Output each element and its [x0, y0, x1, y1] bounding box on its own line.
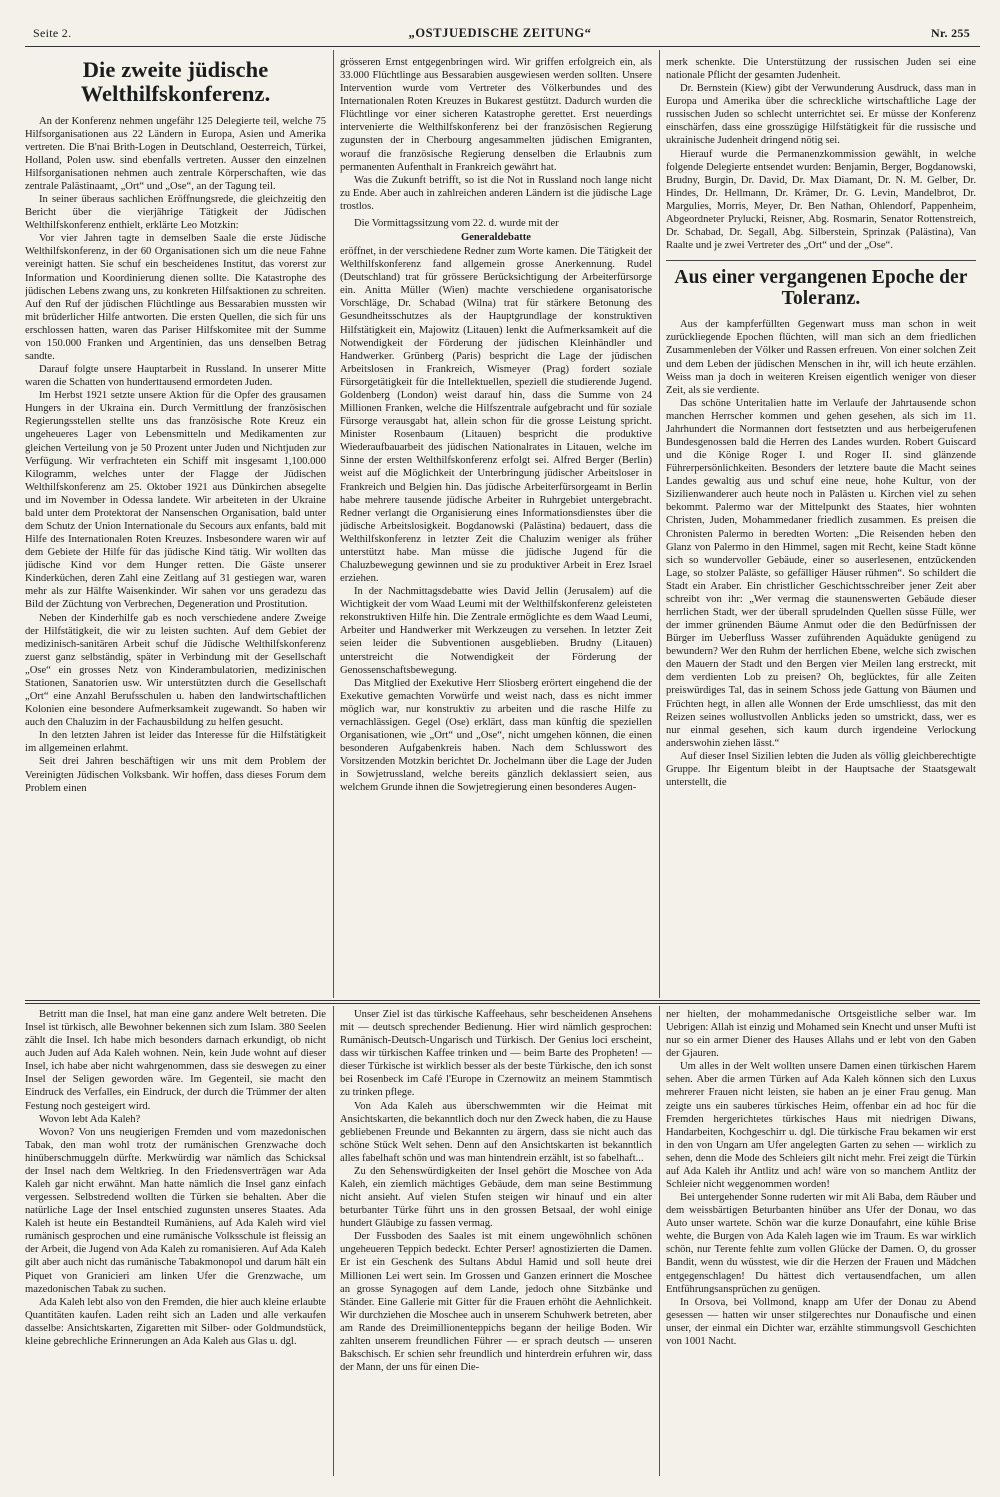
column-2-upper: [340, 56, 652, 998]
paragraph: Dr. Bernstein (Kiew) gibt der Verwunderung Ausdruck, dass man in Europa und Amerika über die schreckliche wirtschaftliche Lage der russischen Juden so schlecht unterrichtet sei. Er müsse der Konferenz einschärfen, dass eine grosszügige Hilfstätigkeit für die russische und ukrainische Judenheit dringend nötig sei.: [666, 83, 976, 147]
paragraph: Neben der Kinderhilfe gab es noch verschiedene andere Zweige der Hilfstätigkeit, die wir zu leisten suchten. Auf dem Gebiet der medizinisch-sanitären Arbeit schuf die Jüdische Welthilfskonferenz zuerst ganz selbständig, später in Verbindung mit der Gesellschaft „Ose“ ein grosses Netz von Kinderambulatorien, medizinischen Stationen, Sanatorien usw. Wir unterstützten durch die Gesellschaft „Ort“ eine Anzahl Berufsschulen u. haben den landwirtschaftlichen Kolonien eine besondere Aufmerksamkeit zugewandt. So haben wir auch den Chaluzim in der Fachausbildung zu helfen gesucht.: [25, 612, 326, 729]
paragraph: ner hielten, der mohammedanische Ortsgeistliche selber war. Im Uebrigen: Allah ist einzig und Mohamed sein Knecht und unser Mufti ist nur so ein armer Diener des Hauses Allahs und er lebt von den Gaben der Gjauren.: [666, 1009, 976, 1060]
paragraph: Zu den Sehenswürdigkeiten der Insel gehört die Moschee von Ada Kaleh, ein ziemlich mächtiges Gebäude, dem man seine Bestimmung nicht ansieht. Auf vielen Stufen steigen wir hinauf und ein alter beturbanter Türke führt uns in den grossen Betsaal, der wohl einige hundert Gläubige zu fassen vermag.: [340, 1165, 652, 1230]
paragraph: eröffnet, in der verschiedene Redner zum Worte kamen. Die Tätigkeit der Welthilfskonferenz fand allgemein grosse Anerkennung. Rudel (Deutschland) trat für grössere Berücksichtigung der Arbeiterfürsorge ein. Anitta Müller (Wien) machte verschiedene organisatorische Vorschläge, Dr. Schabad (Wilna) trat für stärkere Betonung des Gesundheitsschutzes als der Hauptgrundlage der konstruktiven Hilfstätigkeit ein, Majowitz (Litauen) lenkt die Aufmerksamkeit auf die Notwendigkeit der Förderung der jüdischen Kleinhändler und Handwerker. Grünberg (Paris) bespricht die Lage der jüdischen Arbeitslosen in Frankreich, Wismeyer (Prag) fordert soziale Fürsorgetätigkeit für die Intellektuellen, speziell die studierende Jugend. Goldenberg (London) weist darauf hin, dass die Summe von 24 Millionen Franken, welche die Hilfszentrale aufgebracht und für soziale Fürsorge verausgabt hat, allein schon für die grosse Leistung spricht. Minister Rosenbaum (Litauen) bespricht die produktive Wiederaufbauarbeit des jüdischen Nationalrates in Litauen, welche im Sinne der ersten Welthilfskonferenz erfolgt sei. Alfred Berger (Berlin) weist auf die Möglichkeit der Unterbringung jüdischer Arbeitsloser in Frankreich und Belgien hin. Das jüdische Arbeiterfürsorgeamt in Berlin habe mehrere tausende jüdische Arbeiter in Ruhrgebiet untergebracht. Redner verlangt die Organisierung eines Informationsdienstes über die jüdische Arbeitslosigkeit. Bogdanowski (Palästina) bedauert, dass die Welthilfskonferenz in letzter Zeit die Chaluzim weniger als früher unterstützt habe. Man müsse die jüdische Jugend für die Chaluzbewegung gewinnen und sie zu produktiver Arbeit in Erez Israel erziehen.: [340, 246, 652, 585]
paragraph: An der Konferenz nehmen ungefähr 125 Delegierte teil, welche 75 Hilfsorganisationen aus 22 Ländern in Europa, Asien und Amerika vertreten. Die B'nai Brith-Logen in Deutschland, Oesterreich, Türkei, Holland, Polen usw. sind ebenfalls vertreten. Ausser den einzelnen Hilfsorganisationen nehmen auch zentrale Körperschaften, wie das zentrale Palästinaamt, „Ort“ und „Ose“, an der Tagung teil.: [25, 115, 326, 192]
column-rule: [659, 50, 660, 998]
paragraph: Darauf folgte unsere Hauptarbeit in Russland. In unserer Mitte waren die Schatten von hunderttausend ermordeten Juden.: [25, 364, 326, 389]
column-rule: [333, 50, 334, 998]
column-3-upper: [666, 56, 976, 998]
column-rule: [659, 1006, 660, 1476]
paragraph: In Orsova, bei Vollmond, knapp am Ufer der Donau zu Abend gesessen — hatten wir unser stilgerechtes nur Donaufische und einen unser, der einmal ein Dichter war, erzählte stimmungsvoll Geschichten von 1001 Nacht.: [666, 1296, 976, 1347]
paragraph: grösseren Ernst entgegenbringen wird. Wir griffen erfolgreich ein, als 33.000 Flüchtlinge aus Bessarabien ausgewiesen werden sollten. Unsere Intervention wurde vom Vertreter des Völkerbundes und des Internationalen Roten Kreuzes in Bukarest gestützt. Dadurch wurden die Flüchtlinge vor einer sicheren Katastrophe gerettet. Erst neuerdings intervenierte die Welthilfskonferenz bei der französischen Regierung zugunsten der in Cherbourg angesammelten jüdischen Emigranten, worauf die französische Regierung denselben die Erlaubnis zum permanenten Aufenthalt in Frankreich gewährt hat.: [340, 57, 652, 173]
paragraph: Um alles in der Welt wollten unsere Damen einen türkischen Harem sehen. Aber die armen Türken auf Ada Kaleh können sich den Luxus mehrerer Frauen nicht leisten, sie haben an je einer Frau genug. Man zeigte uns ein sauberes türkisches Heim, offenbar ein ad hoc für die Fremden hergerichtetes türkisches Haus mit niedrigen Diwans, Handarbeiten, Kochgeschirr u. dgl. Die türkische Frau bekamen wir erst in den von Ungarn am Ufer angelegten Garten zu sehen — wirklich zu sehen, denn die Mode des Schleiers gilt nicht mehr. Frei zeigt die Türkin auf Ada Kaleh ihr Antlitz und ach! wäre von so manchem Antlitz der Schleier nicht weggenommen worden!: [666, 1061, 976, 1191]
column-rule: [333, 1006, 334, 1476]
column-1-lower: [25, 1008, 326, 1478]
paragraph: Im Herbst 1921 setzte unsere Aktion für die Opfer des grausamen Hungers in der Ukraina ein. Durch Vermittlung der französischen Regierungsstellen stellte uns das französische Rote Kreuz ein ungeheueres Lager von Lebensmitteln und Medikamenten zur gleichen Verteilung von je 50 Prozent unter Juden und Nichtjuden zur Verfügung. Wir verfrachteten ein Schiff mit insgesamt 1,100.000 Kilogramm, welches unter der Flagge der Jüdischen Welthilfskonferenz am 25. Oktober 1921 aus Dünkirchen absegelte und im November in Odessa landete. Wir arbeiteten in der Ukraine bald unter dem Protektorat der Nansenschen Organisation, bald unter dem Schutz der Union Internationale du Secours aux enfants, bald mit Hilfe des Internationalen Roten Kreuzes. Insbesondere waren wir auf dem Gebiete der Hilfe für das jüdische Kind tätig. Wir wollten das jüdische Kind vor dem Hunger retten. Die Gäste unserer Kinderküchen, deren Zahl eine Zeitlang auf 31 gestiegen war, waren mehr als zur Hälfte Waisenkinder. Wir sahen vor uns geradezu das Bild der Züchtung von Verbrechen, Degeneration und Prostitution.: [25, 390, 326, 611]
paragraph: Der Fussboden des Saales ist mit einem ungewöhnlich schönen ungeheueren Teppich bedeckt. Echter Perser! agnostizierten die Damen. Er ist ein Geschenk des Sultans Abdul Hamid und soll heute drei Millionen Lei wert sein. Im Grossen und Ganzen erinnert die Moschee an grosse Synagogen auf dem Lande, jedoch ohne Sitzbänke und Ständer. Eine Gallerie mit Gitter für die Frauen erhöht die Aehnlichkeit. Wir durchziehen die Moschee auch in unserem Schuhwerk betreten, aber am Rande des Dreimillionenteppichs begann der heilige Boden. Wir zahlten unserem freundlichen Führer — er sprach deutsch — unseren Bakschisch. Er schien sehr freundlich und hinterdrein erfuhren wir, dass der Mann, der uns für einen Die-: [340, 1231, 652, 1374]
paragraph: In seiner überaus sachlichen Eröffnungsrede, die gleichzeitig den Bericht über die vierjährige Tätigkeit der Jüdischen Welthilfskonferenz enthielt, erklärte Leo Motzkin:: [25, 194, 326, 232]
section-subheading: Generaldebatte: [460, 232, 532, 244]
paragraph: Wovon? Von uns neugierigen Fremden und vom mazedonischen Tabak, den man wohl trotz der rumänischen Grenzwache doch hinüberschmuggeln dürfte. Merkwürdig war nämlich das Schicksal der Insel nach dem Weltkrieg. In den Friedensverträgen war Ada Kaleh gar nicht erwähnt. Man hatte nämlich die Insel ganz einfach vergessen. Selbstredend wollten die Türken sie behalten. Aber die natürliche Lage der Insel entschied zugunsten unseres Staates. Ada Kaleh ist heute ein Bestandteil Rumäniens, auf Ada Kaleh wird viel rumänisch gesprochen und eine rumänische Volksschule ist fleissig an der Arbeit, die Jugend von Ada Kaleh zu romanisieren. Auf Ada Kaleh gilt aber auch nicht das rumänische Tabakmonopol und darum hält ein Piquet von Granicieri am linken Ufer die Grenzwache, um mazedonischen Tabak zu suchen.: [25, 1126, 326, 1295]
newspaper-name: „OSTJUEDISCHE ZEITUNG“: [408, 26, 592, 40]
paragraph: Aus der kampferfüllten Gegenwart muss man schon in weit zurückliegende Epochen flüchten, will man sich an dem friedlichen Zusammenleben der Völker und Rassen erfreuen. Von einer solchen Zeit und dem Leben der jüdischen Menschen in ihr, will ich heute erzählen. Weiss man ja doch in weiteren Kreisen eigentlich weniger von dieser Zeit, als sie verdiente.: [666, 319, 976, 396]
paragraph: Unser Ziel ist das türkische Kaffeehaus, sehr bescheidenen Ansehens mit — deutsch sprechender Bedienung. Hier wird nämlich gesprochen: Rumänisch-Deutsch-Ungarisch und Türkisch. Der Genius loci erscheint, dass wir türkischen Kaffee trinken und — beim Barte des Propheten! — dieser Türkische ist wirklich besser als der beste Türkische, den ich sonst bei Rosenbeck im Café l'Europe in Czernowitz an meinem Stammtisch zu trinken pflege.: [340, 1009, 652, 1099]
paragraph: Die Vormittagssitzung vom 22. d. wurde mit der: [354, 217, 559, 229]
page-label: Seite 2.: [33, 26, 72, 40]
paragraph: Bei untergehender Sonne ruderten wir mit Ali Baba, dem Räuber und dem weissbärtigen Beturbanten hinüber ans Ufer der Donau, wo das Auto unser wartete. Schön war die kurze Donaufahrt, eine kühle Brise wehte, die Burgen von Ada Kaleh lagen wie im Traum. Es war wirklich schön, nur Terente fehlte zum vollen Glücke der Damen. O, du grosser Bandit, wenn du wüsstest, wie dir die Herzen der Frauen und Mädchen entgegenschlagen! Du hättest dich vertausendfachen, um allen Entführungsansprüchen zu genügen.: [666, 1192, 976, 1295]
header-rule: [25, 46, 980, 47]
section-rule: [25, 1003, 980, 1004]
article-title: Die zweite jüdische Welthilfskonferenz.: [80, 57, 271, 107]
column-1-upper: [25, 56, 326, 998]
article-separator: [666, 260, 976, 261]
column-2-lower: [340, 1008, 652, 1478]
paragraph: Seit drei Jahren beschäftigen wir uns mit dem Problem der Vereinigten Jüdischen Volksbank. Wir hoffen, dass dieses Forum dem Problem einen: [25, 756, 326, 794]
paragraph: Auf dieser Insel Sizilien lebten die Juden als völlig gleichberechtigte Gruppe. Ihr Eigentum bleibt in der Hauptsache der Staatsgewalt unterstellt, die: [666, 750, 976, 788]
article-title: Aus einer vergangenen Epoche der Toleranz.: [674, 267, 968, 310]
paragraph: Von Ada Kaleh aus überschwemmten wir die Heimat mit Ansichtskarten, die bekanntlich doch nur den Zweck haben, die zu Hause gebliebenen Freunde und Bekannten zu ärgern, dass sie nicht auch das schöne Stück Welt sehen. Denn auf den Ansichtskarten ist bekanntlich alles fabelhaft schön und was man hintendrein erzählt, ist so fabelhaft...: [340, 1100, 652, 1164]
section-rule: [25, 1000, 980, 1001]
paragraph: Betritt man die Insel, hat man eine ganz andere Welt betreten. Die Insel ist türkisch, alle Bewohner bekennen sich zum Islam. 380 Seelen zählt die Insel. Ich habe mich besonders darnach erkundigt, ob nicht auch Juden auf Ada Kaleh wohnen. Nein, kein Jude wohnt auf dieser Insel, ich habe aber nicht wahrgenommen, dass sie deswegen zu einer Insel der Seligen geworden wäre. Im Gegenteil, sie macht den Eindruck des Verfalles, ein Eindruck, der durch die Trümmer der alten Festung noch gesteigert wird.: [25, 1009, 326, 1112]
issue-number: Nr. 255: [931, 26, 970, 40]
paragraph: Das schöne Unteritalien hatte im Verlaufe der Jahrtausende schon manchen Herrscher kommen und gehen gesehen, als sich im 11. Jahrhundert die Normannen dort festsetzten und aus herbeigerufenen Bundesgenossen bald die Herren des Landes wurden. Robert Guiscard und die Könige Roger I. und Roger II. sind glänzende Führerpersönlichkeiten. Besonders der letztere baute die Macht seines Landes gewaltig aus und schuf eine neue, hohe Kultur, von der Sizilienwanderer auch heute noch in Palästen u. Kirchen viel zu sehen bekommt. Palermo war der Mittelpunkt des Staates, hier wohnten Christen, Juden, Mohammedaner friedlich zusammen. Es preisen die Chronisten Palermo in beredten Worten: „Die Reisenden heben den Glanz von Palermo in den Himmel, sagen mit Recht, keine Stadt könne sich so wundervoller Gebäude, einer so auserlesenen, entzückenden Lage, so stolzer Paläste, so gefälliger Häuser rühmen“. So schildert die Stadt ein Araber. Ein christlicher Geschichtsschreiber jener Zeit aber schreibt von ihr: „Wer vermag die staunenswerten Gebäude dieser herrlichen Stadt, wer der überall sprudelnden Quellen süsse Fülle, wer der immer grünenden Bäume Anmut oder die den Bedürfnissen der Bürger im Ueberfluss Wasser zuführenden Aquädukte genügend zu bewundern? Wer den Ruhm der herrlichen Ebene, welche sich zwischen den Mauern der Stadt und den Bergen vier Meilen lang erstreckt, mit dem verdienten Lob zu preisen? Oh, beglücktes, für alle Zeiten preiswürdiges Tal, das in seinem Schoss jede Gattung von Bäumen und Früchten hegt, in allen alle Wonnen der Erde umschliesst, das mit den Reizen seines wollustvollen Anblicks jeden so umstrickt, dass, wer es nur einmal gesehen, sich kaum durch irgendeine Verlockung anderswohin ziehen lässt.“: [666, 397, 976, 749]
column-3-lower: [666, 1008, 976, 1478]
paragraph: In der Nachmittagsdebatte wies David Jellin (Jerusalem) auf die Wichtigkeit der vom Waad Leumi mit der Welthilfskonferenz geleisteten rekonstruktiven Hilfe hin. Die Zentrale ermöglichte es dem Waad Leumi, Arbeiter und Handwerker mit Werkzeugen zu versehen. In letzter Zeit seien leider die Subventionen ausgeblieben. Brudny (Litauen) unterstreicht die Notwendigkeit der Förderung der Genossenschaftsbewegung.: [340, 586, 652, 676]
paragraph: Das Mitglied der Exekutive Herr Sliosberg erörtert eingehend die der Exekutive gemachten Vorwürfe und weist nach, dass es nicht immer möglich war, nur konstruktiv zu arbeiten und die rasche Hilfe zu vernachlässigen. Gegel (Ose) erklärt, dass man künftig die speziellen Organisationen, wie „Ort“ und „Ose“, nicht umgehen können, die einen besonderen Aufgabenkreis haben. Nach dem Schlusswort des Vorsitzenden Motzkin berichtet Dr. Jochelmann über die Lage der Juden in Sowjetrussland, welche bereits gänzlich deklassiert seien, aus welchem Grunde ihnen die Sowjetregierung einen besonderes Augen-: [340, 677, 652, 794]
paragraph: merk schenkte. Die Unterstützung der russischen Juden sei eine nationale Pflicht der gesamten Judenheit.: [666, 57, 976, 82]
paragraph: Wovon lebt Ada Kaleh?: [39, 1113, 141, 1125]
paragraph: Was die Zukunft betrifft, so ist die Not in Russland noch lange nicht zu Ende. Aber auch in zahlreichen anderen Ländern ist die jüdische Lage trostlos.: [340, 174, 652, 212]
paragraph: Hierauf wurde die Permanenzkommission gewählt, in welche folgende Delegierte entsendet wurden: Benjamin, Berger, Bogdanowski, Brudny, Burgin, Dr. David, Dr. Max Diamant, Dr. N. M. Gelber, Dr. Hindes, Dr. Hellmann, Dr. Krämer, Dr. G. Levin, Mandelbrot, Dr. Margulies, Morris, Meyer, Dr. Ben Nathan, Ohlendorf, Pappenheim, Abgeordneter Prylucki, Reisner, Abg. Rosmarin, Senator Rottenstreich, Dr. Schabad, Dr. Segall, Abg. Silberstein, Sprinzak (Palästina), Van Raalte und je zwei Vertreter des „Ort“ und der „Ose“.: [666, 148, 976, 252]
paragraph: Vor vier Jahren tagte in demselben Saale die erste Jüdische Welthilfskonferenz, in der 60 Organisationen sich um die neue Fahne vereinigt hatten. Sie schuf ein bescheidenes Institut, das vorerst zur Information und Koordinierung dienen sollte. Die Katastrophe des jüdischen Lebens zwang uns, zu konkreten Hilfsaktionen zu schreiten. Auf den Ruf der jüdischen Flüchtlinge aus Bessarabien mussten wir mit brüderlicher Hilfe antworten. Die ersten Quellen, die sich für uns erschlossen hatten, waren das Pariser Hilfskomitee mit der Summe von 150.000 Franken und Argentinien, das uns denselben Betrag sandte.: [25, 233, 326, 362]
paragraph: In den letzten Jahren ist leider das Interesse für die Hilfstätigkeit im allgemeinen erlahmt.: [25, 730, 326, 755]
paragraph: Ada Kaleh lebt also von den Fremden, die hier auch kleine erlaubte Quantitäten kaufen. Laden reiht sich an Laden und alle verkaufen dasselbe: Ansichtskarten, Zigaretten mit Silber- oder Goldmundstück, kleine gebrechliche Erinnerungen an Ada Kaleh aus Glas u. dgl.: [25, 1296, 326, 1347]
